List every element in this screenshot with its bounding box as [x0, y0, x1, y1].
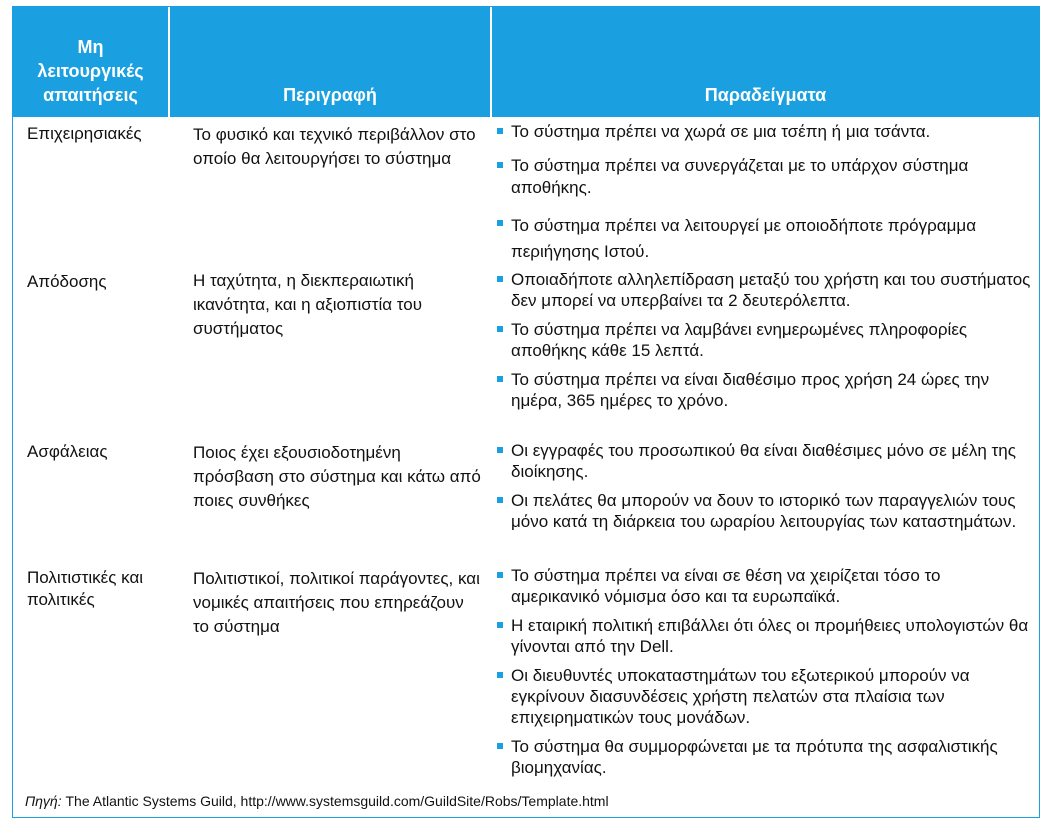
- list-item: Το σύστημα πρέπει να είναι διαθέσιμο προς χρήση 24 ώρες την ημέρα, 365 ημέρες το χρόνο.: [493, 369, 1033, 411]
- bullet-square-icon: [497, 743, 503, 749]
- list-item: Το σύστημα πρέπει να χωρά σε μια τσέπη ή μια τσάντα.: [493, 121, 1033, 143]
- bullet-square-icon: [497, 497, 503, 503]
- row-category: Επιχειρησιακές: [27, 124, 142, 143]
- bullet-square-icon: [497, 162, 503, 168]
- list-item: Το σύστημα θα συμμορφώνεται με τα πρότυπα της ασφαλιστικής βιομηχανίας.: [493, 736, 1033, 778]
- row-description: Πολιτιστικοί, πολιτικοί παράγοντες, και νομικές απαιτήσεις που επηρεάζουν το σύστημα: [193, 569, 480, 636]
- source-text: The Atlantic Systems Guild, http://www.systemsguild.com/GuildSite/Robs/Template.html: [65, 793, 609, 809]
- row-category: Ασφάλειας: [27, 442, 108, 461]
- header-nonfunctional: Μη λειτουργικές απαιτήσεις: [37, 37, 144, 105]
- list-item: Η εταιρική πολιτική επιβάλλει ότι όλες οι προμήθειες υπολογιστών θα γίνονται από την Dell.: [493, 615, 1033, 657]
- bullet-square-icon: [497, 622, 503, 628]
- list-item: Το σύστημα πρέπει να λειτουργεί με οποιοδήποτε πρόγραμμα περιήγησης Ιστού.: [493, 213, 1033, 265]
- bullet-square-icon: [497, 276, 503, 282]
- bullet-square-icon: [497, 220, 503, 226]
- header-examples: Παραδείγματα: [704, 85, 827, 105]
- bullet-square-icon: [497, 447, 503, 453]
- row-examples: [493, 269, 1033, 419]
- list-item: Το σύστημα πρέπει να συνεργάζεται με το υπάρχον σύστημα αποθήκης.: [493, 155, 1033, 199]
- list-item: Οποιαδήποτε αλληλεπίδραση μεταξύ του χρήστη και του συστήματος δεν μπορεί να υπερβαίνει τα 2 δευτερόλεπτα.: [493, 269, 1033, 311]
- row-examples: [493, 565, 1033, 786]
- list-item: Οι διευθυντές υποκαταστημάτων του εξωτερικού μπορούν να εγκρίνουν διασυνδέσεις χρήστη πελατών στα πλαίσια των επιχειρηματικών τους μονάδων.: [493, 665, 1033, 728]
- row-description: Ποιος έχει εξουσιοδοτημένη πρόσβαση στο σύστημα και κάτω από ποιες συνθήκες: [193, 443, 481, 510]
- row-category: Απόδοσης: [27, 272, 107, 291]
- bullet-square-icon: [497, 572, 503, 578]
- bullet-square-icon: [497, 128, 503, 134]
- list-item: Οι πελάτες θα μπορούν να δουν το ιστορικό των παραγγελιών τους μόνο κατά τη διάρκεια του ωραρίου λειτουργίας των καταστημάτων.: [493, 490, 1033, 532]
- source-label: Πηγή:: [25, 793, 62, 809]
- header-description: Περιγραφή: [283, 85, 377, 105]
- row-category: Πολιτιστικές και πολιτικές: [27, 568, 144, 609]
- bullet-square-icon: [497, 376, 503, 382]
- list-item: Το σύστημα πρέπει να είναι σε θέση να χειρίζεται τόσο το αμερικανικό νόμισμα όσο και τα ευρωπαϊκά.: [493, 565, 1033, 607]
- row-description: Το φυσικό και τεχνικό περιβάλλον στο οποίο θα λειτουργήσει το σύστημα: [193, 125, 476, 168]
- bullet-square-icon: [497, 672, 503, 678]
- row-examples: [493, 121, 1033, 273]
- row-examples: [493, 440, 1033, 540]
- bullet-square-icon: [497, 326, 503, 332]
- requirements-table: [12, 6, 1040, 818]
- list-item: Οι εγγραφές του προσωπικού θα είναι διαθέσιμες μόνο σε μέλη της διοίκησης.: [493, 440, 1033, 482]
- source-note: [25, 793, 609, 809]
- table-header: [13, 7, 1039, 117]
- list-item: Το σύστημα πρέπει να λαμβάνει ενημερωμένες πληροφορίες αποθήκης κάθε 15 λεπτά.: [493, 319, 1033, 361]
- row-description: Η ταχύτητα, η διεκπεραιωτική ικανότητα, και η αξιοπιστία του συστήματος: [193, 271, 423, 338]
